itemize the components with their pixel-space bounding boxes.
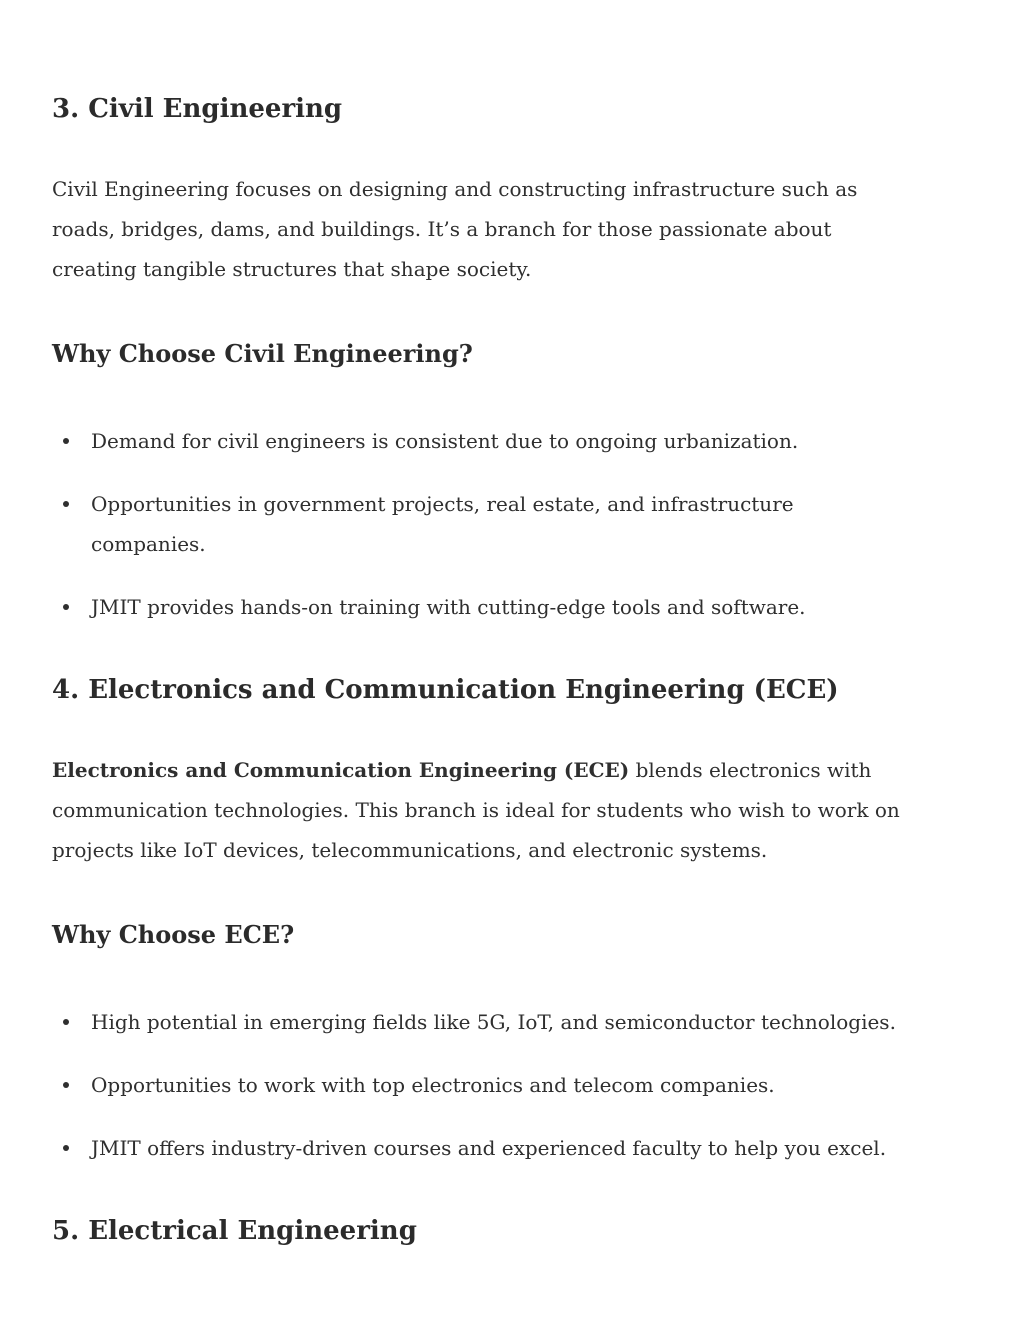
bullet-icon <box>63 1082 69 1088</box>
bullet-icon <box>63 1019 69 1025</box>
list-item-text: companies. <box>91 532 206 556</box>
section-paragraph <box>52 169 972 289</box>
paragraph-line <box>52 750 972 790</box>
list-item <box>52 421 972 461</box>
paragraph-text: blends electronics with <box>629 758 872 782</box>
list-item-text: JMIT provides hands-on training with cutting-edge tools and software. <box>91 595 806 619</box>
list-item <box>52 1128 972 1168</box>
list-item <box>52 1065 972 1105</box>
section-civil-engineering <box>52 92 972 627</box>
bullet-icon <box>63 438 69 444</box>
list-item <box>52 484 972 564</box>
list-item-text: Opportunities in government projects, real estate, and infrastructure <box>91 492 794 516</box>
paragraph-line: roads, bridges, dams, and buildings. It’s a branch for those passionate about <box>52 217 832 241</box>
section-subheading: Why Choose ECE? <box>52 920 295 949</box>
section-heading: 4. Electronics and Communication Engineering (ECE) <box>52 675 839 705</box>
bullet-list <box>52 1002 972 1168</box>
list-item-text: Opportunities to work with top electronics and telecom companies. <box>91 1073 775 1097</box>
bullet-icon <box>63 604 69 610</box>
paragraph-line: Civil Engineering focuses on designing and constructing infrastructure such as <box>52 177 858 201</box>
list-item-text: High potential in emerging fields like 5G, IoT, and semiconductor technologies. <box>91 1010 896 1034</box>
section-heading: 3. Civil Engineering <box>52 94 343 124</box>
section-ece <box>52 673 972 1168</box>
list-item <box>52 587 972 627</box>
section-heading: 5. Electrical Engineering <box>52 1216 417 1246</box>
section-paragraph <box>52 750 972 870</box>
bullet-icon <box>63 1145 69 1151</box>
bullet-list <box>52 421 972 627</box>
paragraph-bold-lead: Electronics and Communication Engineering (ECE) <box>52 758 630 782</box>
paragraph-line: projects like IoT devices, telecommunications, and electronic systems. <box>52 838 768 862</box>
paragraph-line: communication technologies. This branch is ideal for students who wish to work on <box>52 798 900 822</box>
paragraph-line: creating tangible structures that shape society. <box>52 257 532 281</box>
list-item <box>52 1002 972 1042</box>
bullet-icon <box>63 501 69 507</box>
list-item-text: JMIT offers industry-driven courses and experienced faculty to help you excel. <box>91 1136 887 1160</box>
section-electrical-engineering <box>52 1214 972 1248</box>
list-item-text: Demand for civil engineers is consistent due to ongoing urbanization. <box>91 429 799 453</box>
section-subheading: Why Choose Civil Engineering? <box>52 339 473 368</box>
